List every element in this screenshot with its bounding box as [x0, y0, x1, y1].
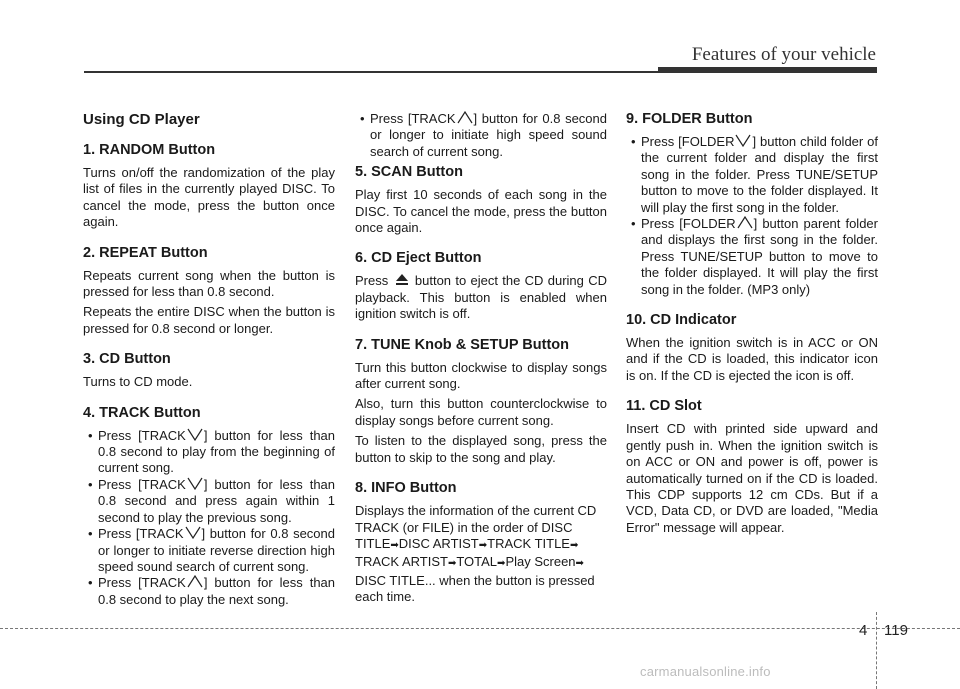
list-item: • Press [TRACK ] button for less than 0.8 second to play from the beginning of current song. [83, 428, 335, 477]
random-text: Turns on/off the randomization of the play list of files in the currently played DISC. To cancel the mode, press the button once again. [83, 165, 335, 230]
eject-text: Press button to eject the CD during CD playback. This button is enabled when ignition switch is off. [355, 273, 607, 322]
track-title: 4. TRACK Button [83, 404, 201, 421]
arrow-right-icon: ➡ [390, 539, 399, 551]
page-number: 119 [884, 622, 908, 639]
arrow-right-icon: ➡ [447, 558, 457, 570]
arrow-right-icon: ➡ [575, 558, 584, 570]
footer-rule [0, 628, 960, 629]
folder-up-icon [736, 216, 754, 229]
chapter-number: 4 [859, 622, 868, 639]
folder-title: 9. FOLDER Button [626, 111, 753, 127]
folder-down-icon [734, 134, 752, 147]
watermark: carmanualsonline.info [640, 664, 771, 679]
list-item: • Press [TRACK ] button for 0.8 second or longer to initiate high speed sound search of current song. [355, 111, 607, 160]
info-text: Displays the information of the current CD TRACK (or FILE) in the order of DISC TITLE➡DISC ARTIST➡TRACK TITLE➡ TRACK ARTIST➡TOTAL➡Play Screen➡ DISC TITLE... when the button is pressed each time. [355, 503, 597, 605]
indicator-text: When the ignition switch is in ACC or ON and if the CD is loaded, this indicator icon is on. If the CD is ejected the icon is off. [626, 335, 878, 383]
indicator-title: 10. CD Indicator [626, 312, 737, 329]
arrow-right-icon: ➡ [497, 558, 506, 570]
seek-down-icon [186, 477, 204, 490]
section-heading: Using CD Player [83, 111, 200, 128]
random-title: 1. RANDOM Button [83, 142, 216, 158]
arrow-right-icon: ➡ [478, 539, 488, 551]
info-title: 8. INFO Button [355, 480, 457, 497]
eject-title: 6. CD Eject Button [355, 250, 482, 267]
list-item: • Press [FOLDER ] button child folder of the current folder and display the first song in the folder. Press TUNE/SETUP button to move to the folder displayed. It will play the first song in the folder. [626, 134, 878, 216]
header-rule-accent [658, 67, 877, 73]
cd-text: Turns to CD mode. [83, 374, 193, 390]
footer-divider [876, 612, 877, 689]
eject-icon [393, 273, 411, 286]
page-header-title: Features of your vehicle [691, 44, 876, 65]
track-list [83, 428, 335, 608]
column-1 [83, 111, 335, 612]
column-2 [355, 111, 607, 610]
scan-text: Play first 10 seconds of each song in the DISC. To cancel the mode, press the button once again. [355, 187, 607, 236]
slot-title: 11. CD Slot [626, 398, 702, 415]
repeat-title: 2. REPEAT Button [83, 244, 208, 261]
repeat-text: Repeats the entire DISC when the button is pressed for 0.8 second or longer. [83, 304, 335, 336]
folder-list [626, 134, 878, 298]
slot-text: Insert CD with printed side upward and gently push in. When the ignition switch is on ACC or ON and power is off, power is automatically turned on if the CD is loaded. This CDP supports 12 cm CDs. But if a VCD, Data CD, or DVD are loaded, "Media Error" message will appear. [626, 421, 878, 535]
list-item: • Press [TRACK ] button for less than 0.8 second and press again within 1 second to play the previous song. [83, 477, 335, 526]
tune-text: Also, turn this button counterclockwise to display songs before current song. [355, 396, 607, 428]
column-3 [626, 111, 878, 540]
seek-down-icon [184, 526, 202, 539]
seek-up-icon [186, 575, 204, 588]
seek-up-icon [456, 111, 474, 124]
track-list-continued [355, 111, 607, 160]
list-item: • Press [TRACK ] button for less than 0.8 second to play the next song. [83, 575, 335, 608]
list-item: • Press [FOLDER ] button parent folder and displays the first song in the folder. Press TUNE/SETUP button to move to the folder displayed. It will play the first song in the folder. (MP3 only) [626, 216, 878, 298]
list-item: • Press [TRACK ] button for 0.8 second or longer to initiate reverse direction high speed sound search of current song. [83, 526, 335, 575]
seek-down-icon [186, 428, 204, 441]
tune-text: Turn this button clockwise to display songs after current song. [355, 359, 607, 392]
tune-text: To listen to the displayed song, press the button to skip to the song and play. [355, 433, 607, 465]
scan-title: 5. SCAN Button [355, 164, 463, 181]
tune-title: 7. TUNE Knob & SETUP Button [355, 336, 570, 353]
repeat-text: Repeats current song when the button is pressed for less than 0.8 second. [83, 267, 335, 300]
arrow-right-icon: ➡ [569, 539, 579, 551]
cd-title: 3. CD Button [83, 351, 171, 368]
